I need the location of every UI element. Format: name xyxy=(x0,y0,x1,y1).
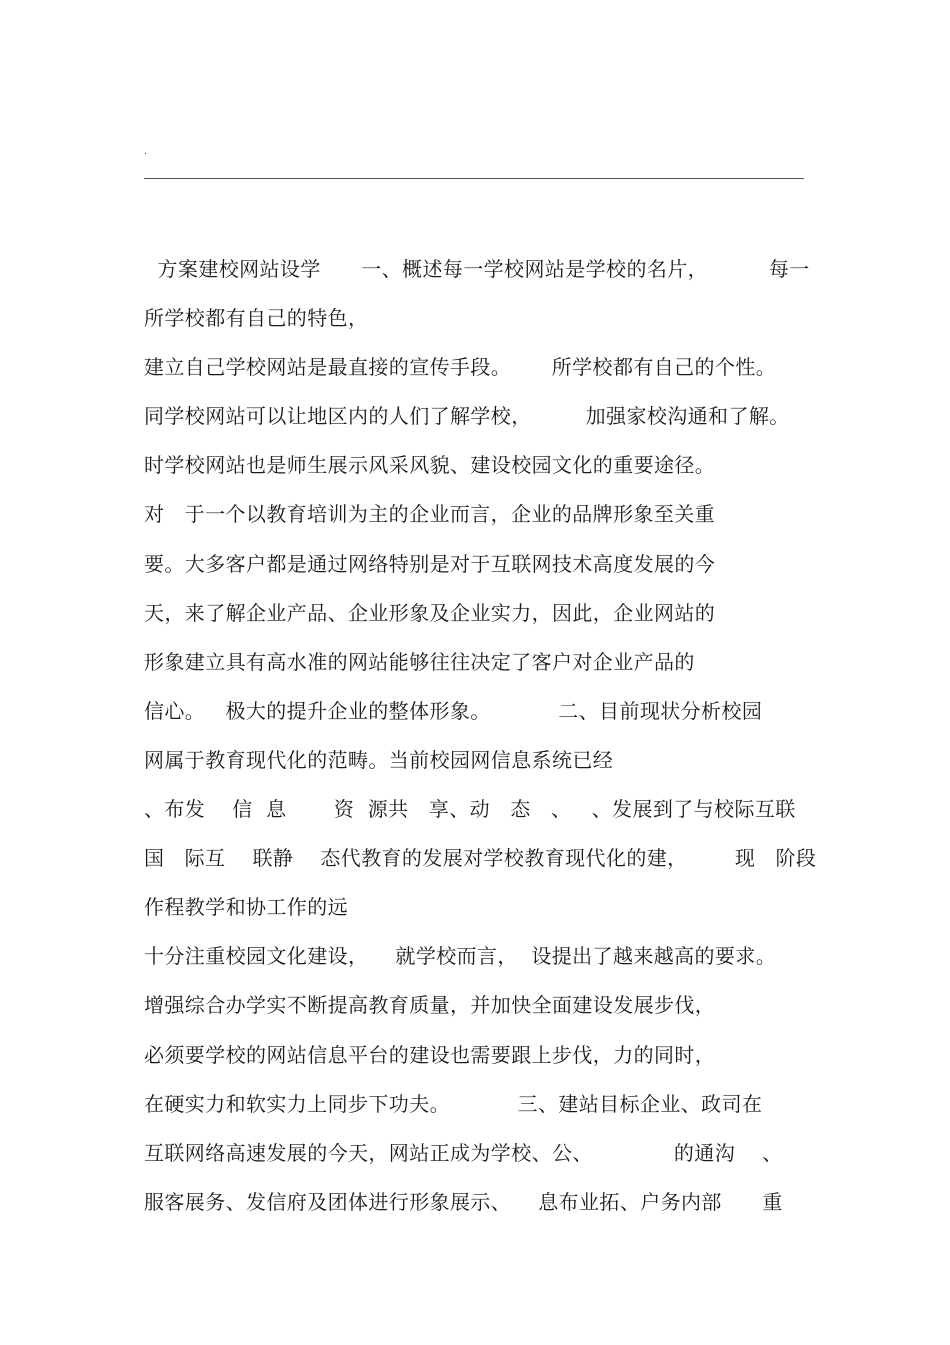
text-line: 建立自己学校网站是最直接的宣传手段。 所学校都有自己的个性。 xyxy=(144,355,777,380)
text-line: 所学校都有自己的特色， xyxy=(144,306,369,331)
text-line: 对 于一个以教育培训为主的企业而言，企业的品牌形象至关重 xyxy=(144,502,716,527)
header-divider xyxy=(144,178,804,179)
body-text xyxy=(144,249,817,1231)
text-line: 作程教学和协工作的远 xyxy=(144,895,348,920)
text-line: 同学校网站可以让地区内的人们了解学校， 加强家校沟通和了解。 xyxy=(144,404,790,429)
text-line: 天，来了解企业产品、企业形象及企业实力，因此，企业网站的 xyxy=(144,600,716,625)
header-mark: . xyxy=(144,146,148,157)
text-line: 在硬实力和软实力上同步下功夫。 三、建站目标企业、政司在 xyxy=(144,1091,763,1116)
text-line: 十分注重校园文化建设， 就学校而言， 设提出了越来越高的要求。 xyxy=(144,944,777,969)
text-line: 方案建校网站设学 一、概述每一学校网站是学校的名片， 每一 xyxy=(144,257,810,281)
text-line: 必须要学校的网站信息平台的建设也需要跟上步伐，力的同时， xyxy=(144,1042,716,1067)
text-line: 形象建立具有高水准的网站能够往往决定了客户对企业产品的 xyxy=(144,649,695,674)
text-line: 服客展务、发信府及团体进行形象展示、 息布业拓、户务内部 重 xyxy=(144,1189,783,1214)
text-line: 信心。 极大的提升企业的整体形象。 二、目前现状分析校园 xyxy=(144,698,763,723)
text-line: 网属于教育现代化的范畴。当前校园网信息系统已经 xyxy=(144,747,614,772)
text-line: 、布发 信 息 资 源共 享、动 态 、 、发展到了与校际互联 xyxy=(144,797,796,822)
text-line: 增强综合办学实不断提高教育质量，并加快全面建设发展步伐， xyxy=(144,993,716,1018)
text-line: 互联网络高速发展的今天，网站正成为学校、公、 的通沟 、 xyxy=(144,1140,783,1165)
text-line: 国 际互 联静 态代教育的发展对学校教育现代化的建， 现 阶段 xyxy=(144,846,817,871)
text-line: 时学校网站也是师生展示风采风貌、建设校园文化的重要途径。 xyxy=(144,453,716,478)
text-line: 要。大多客户都是通过网络特别是对于互联网技术高度发展的今 xyxy=(144,551,716,576)
